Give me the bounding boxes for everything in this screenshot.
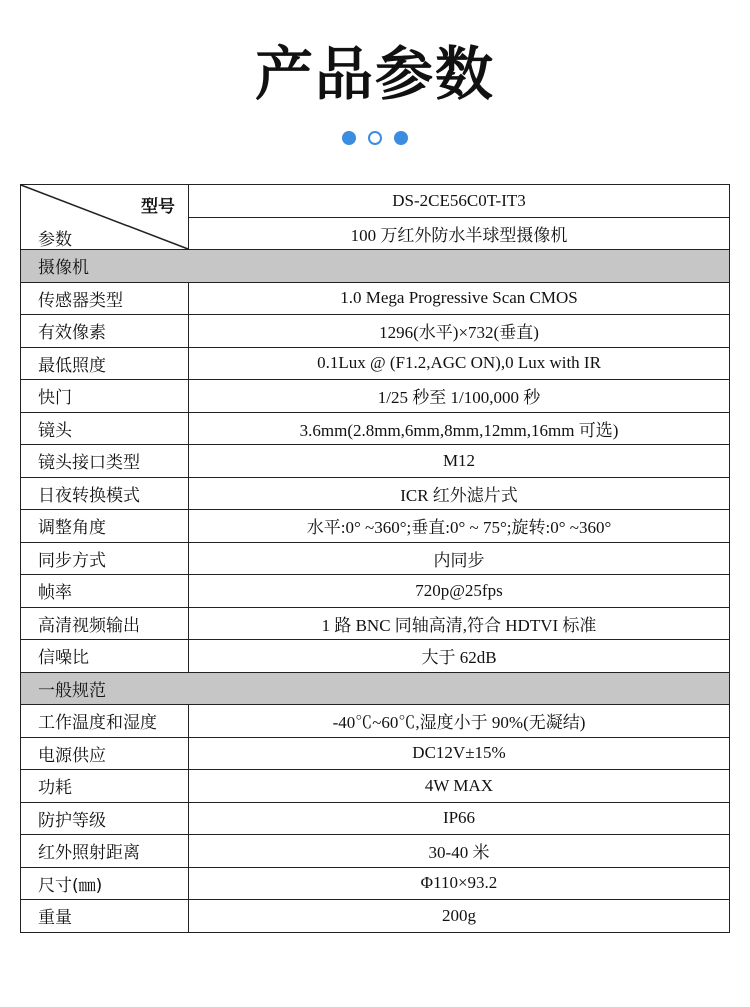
spec-label: 高清视频输出 bbox=[21, 607, 189, 640]
indicator-dot-2 bbox=[368, 131, 382, 145]
spec-value: 0.1Lux @ (F1.2,AGC ON),0 Lux with IR bbox=[189, 347, 730, 380]
spec-row bbox=[21, 705, 730, 738]
spec-label: 快门 bbox=[21, 380, 189, 413]
spec-label: 传感器类型 bbox=[21, 282, 189, 315]
spec-table bbox=[20, 184, 730, 933]
spec-row bbox=[21, 802, 730, 835]
spec-label: 防护等级 bbox=[21, 802, 189, 835]
spec-row bbox=[21, 900, 730, 933]
section-title: 一般规范 bbox=[21, 672, 730, 705]
spec-row bbox=[21, 315, 730, 348]
spec-label: 有效像素 bbox=[21, 315, 189, 348]
diagonal-header-cell bbox=[21, 185, 189, 250]
spec-value: 1.0 Mega Progressive Scan CMOS bbox=[189, 282, 730, 315]
spec-value: 720p@25fps bbox=[189, 575, 730, 608]
spec-row bbox=[21, 347, 730, 380]
indicator-dot-1 bbox=[342, 131, 356, 145]
spec-value: 3.6mm(2.8mm,6mm,8mm,12mm,16mm 可选) bbox=[189, 412, 730, 445]
product-name: 100 万红外防水半球型摄像机 bbox=[189, 217, 730, 250]
spec-value: 内同步 bbox=[189, 542, 730, 575]
spec-label: 调整角度 bbox=[21, 510, 189, 543]
spec-row bbox=[21, 737, 730, 770]
spec-row bbox=[21, 575, 730, 608]
spec-label: 镜头 bbox=[21, 412, 189, 445]
spec-value: ICR 红外滤片式 bbox=[189, 477, 730, 510]
spec-value: 30-40 米 bbox=[189, 835, 730, 868]
param-label: 参数 bbox=[38, 230, 72, 250]
spec-label: 帧率 bbox=[21, 575, 189, 608]
spec-row bbox=[21, 282, 730, 315]
spec-row bbox=[21, 445, 730, 478]
spec-row bbox=[21, 640, 730, 673]
spec-value: 200g bbox=[189, 900, 730, 933]
spec-label: 电源供应 bbox=[21, 737, 189, 770]
spec-value: 大于 62dB bbox=[189, 640, 730, 673]
spec-label: 尺寸(㎜) bbox=[21, 867, 189, 900]
section-title: 摄像机 bbox=[21, 250, 730, 283]
spec-value: IP66 bbox=[189, 802, 730, 835]
carousel-indicator bbox=[0, 131, 750, 147]
spec-row bbox=[21, 607, 730, 640]
spec-row bbox=[21, 412, 730, 445]
spec-label: 信噪比 bbox=[21, 640, 189, 673]
spec-row bbox=[21, 835, 730, 868]
spec-label: 工作温度和湿度 bbox=[21, 705, 189, 738]
model-value: DS-2CE56C0T-IT3 bbox=[189, 185, 730, 218]
section-header-row bbox=[21, 672, 730, 705]
page-title: 产品参数 bbox=[254, 40, 495, 108]
indicator-dot-3 bbox=[394, 131, 408, 145]
spec-value: 1 路 BNC 同轴高清,符合 HDTVI 标准 bbox=[189, 607, 730, 640]
spec-value: 水平:0° ~360°;垂直:0° ~ 75°;旋转:0° ~360° bbox=[189, 510, 730, 543]
spec-row bbox=[21, 542, 730, 575]
spec-label: 功耗 bbox=[21, 770, 189, 803]
spec-value: 1296(水平)×732(垂直) bbox=[189, 315, 730, 348]
spec-value: DC12V±15% bbox=[189, 737, 730, 770]
section-header-row bbox=[21, 250, 730, 283]
spec-row bbox=[21, 510, 730, 543]
spec-label: 同步方式 bbox=[21, 542, 189, 575]
spec-value: -40℃~60℃,湿度小于 90%(无凝结) bbox=[189, 705, 730, 738]
spec-value: 4W MAX bbox=[189, 770, 730, 803]
spec-value: 1/25 秒至 1/100,000 秒 bbox=[189, 380, 730, 413]
spec-label: 日夜转换模式 bbox=[21, 477, 189, 510]
spec-value: M12 bbox=[189, 445, 730, 478]
spec-label: 红外照射距离 bbox=[21, 835, 189, 868]
spec-row bbox=[21, 770, 730, 803]
spec-row bbox=[21, 477, 730, 510]
spec-label: 镜头接口类型 bbox=[21, 445, 189, 478]
spec-row bbox=[21, 380, 730, 413]
spec-label: 重量 bbox=[21, 900, 189, 933]
spec-label: 最低照度 bbox=[21, 347, 189, 380]
spec-value: Φ110×93.2 bbox=[189, 867, 730, 900]
header-row-model bbox=[21, 185, 730, 218]
spec-row bbox=[21, 867, 730, 900]
model-label: 型号 bbox=[141, 197, 175, 217]
